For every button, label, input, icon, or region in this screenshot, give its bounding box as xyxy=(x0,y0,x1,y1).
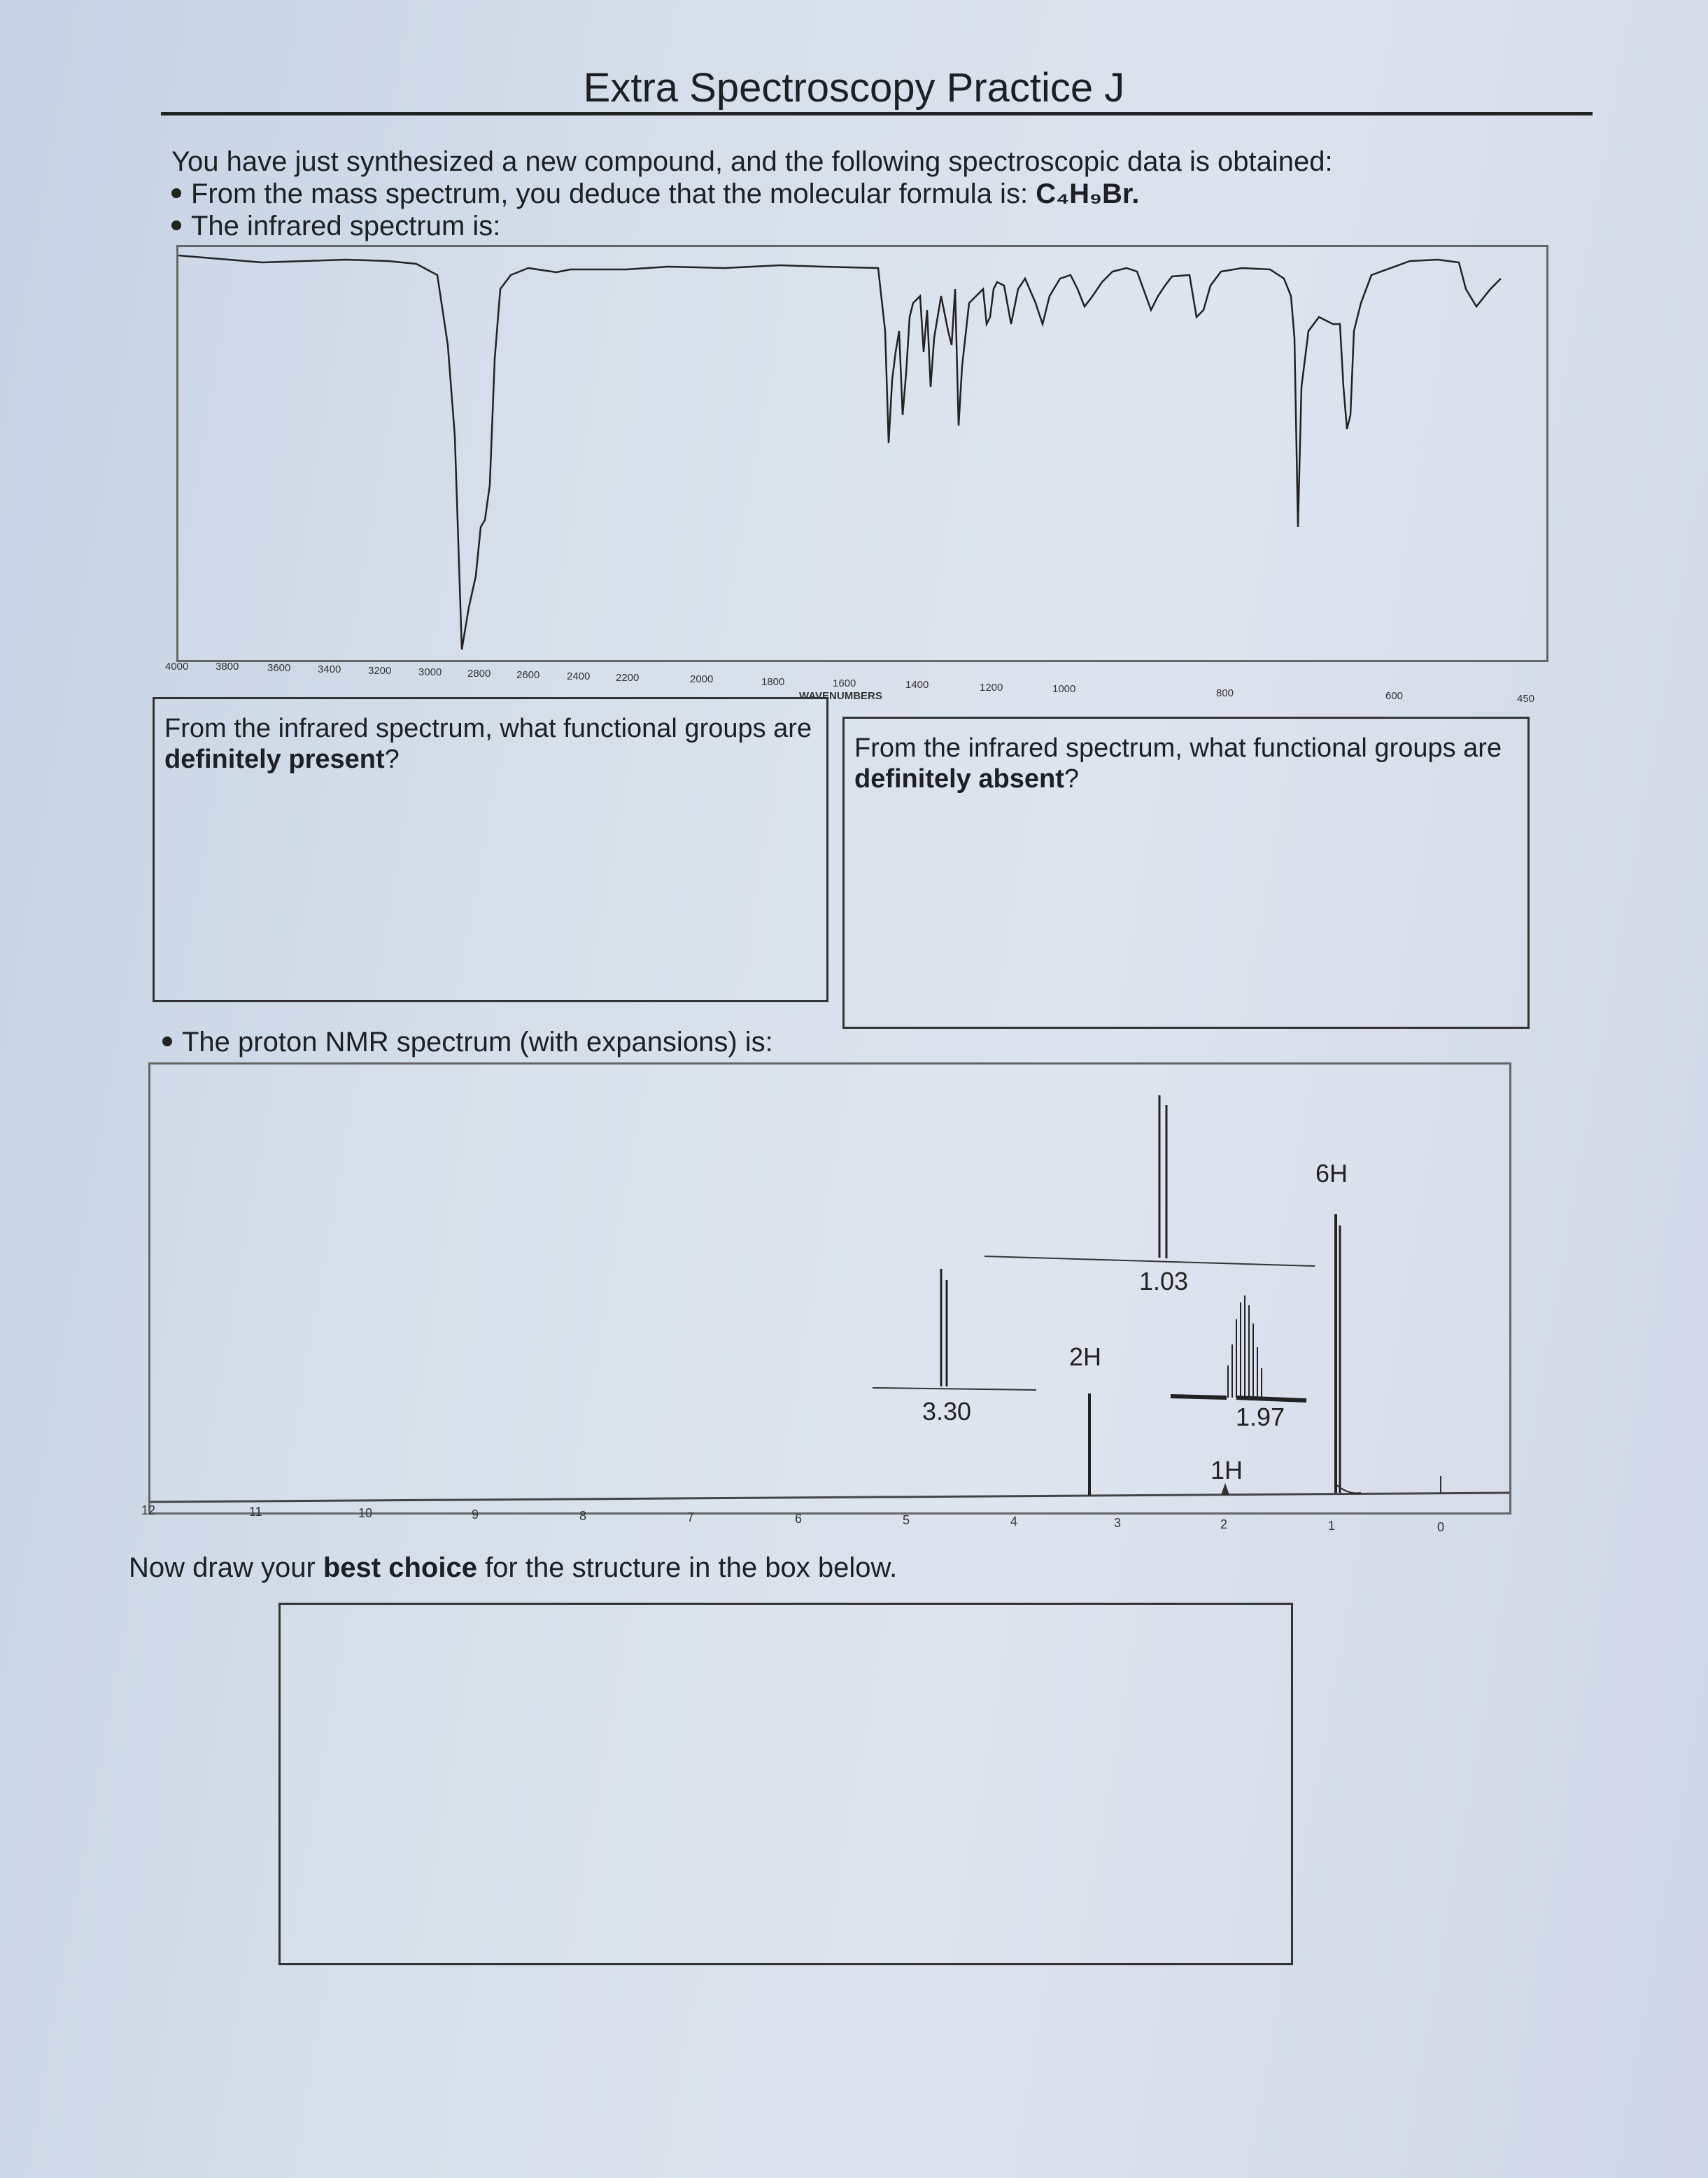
structure-drawing-box[interactable] xyxy=(278,1603,1293,1965)
present-question-bold: definitely present xyxy=(164,745,385,774)
bullet-mass-text: From the mass spectrum, you deduce that the molecular formula is: xyxy=(191,178,1029,209)
ir-tick-label: 1400 xyxy=(905,679,929,691)
ir-spectrum-trace xyxy=(178,247,1546,660)
bullet-dot xyxy=(171,188,181,198)
ir-tick-label: 1000 xyxy=(1052,683,1076,695)
nmr-tick-label: 1 xyxy=(1328,1519,1336,1533)
ir-tick-label: 2400 xyxy=(567,670,591,682)
nmr-tick-label: 11 xyxy=(249,1505,262,1519)
nmr-spectrum-trace xyxy=(150,1065,1509,1512)
nmr-tick-label: 10 xyxy=(358,1506,373,1520)
present-question-suffix: ? xyxy=(384,745,400,774)
nmr-tick-label: 5 xyxy=(903,1513,910,1527)
intro-line: You have just synthesized a new compound, and the following spectroscopic data is obtained: xyxy=(171,146,1333,177)
ir-tick-label: 2000 xyxy=(690,673,714,685)
nmr-tick-label: 4 xyxy=(1010,1515,1018,1529)
nmr-tick-label: 7 xyxy=(687,1510,695,1524)
nmr-tick-label: 2 xyxy=(1220,1517,1228,1531)
ir-tick-label: 3000 xyxy=(418,666,442,678)
nmr-tick-label: 6 xyxy=(795,1512,803,1526)
present-question-text: From the infrared spectrum, what functional groups are xyxy=(164,714,812,743)
draw-instruction-suffix: for the structure in the box below. xyxy=(477,1552,898,1583)
draw-instruction-bold: best choice xyxy=(323,1552,477,1583)
ir-tick-label: 3600 xyxy=(267,662,291,674)
nmr-shift-label-330: 3.30 xyxy=(922,1397,972,1426)
ir-tick-label: 450 xyxy=(1517,693,1535,705)
ir-tick-label: 3400 xyxy=(318,663,341,675)
ir-tick-label: 2800 xyxy=(467,668,491,680)
nmr-integration-2h: 2H xyxy=(1069,1342,1102,1371)
bullet-ir xyxy=(171,210,1333,242)
ir-spectrum-frame xyxy=(176,245,1548,662)
draw-instruction-text: Now draw your xyxy=(129,1552,323,1583)
bullet-nmr-text: The proton NMR spectrum (with expansions) is: xyxy=(182,1027,773,1058)
molecular-formula: C₄H₉Br. xyxy=(1036,178,1140,209)
nmr-spectrum-frame xyxy=(148,1062,1511,1515)
nmr-tick-label: 9 xyxy=(472,1508,479,1522)
nmr-shift-label-103: 1.03 xyxy=(1139,1267,1189,1295)
bullet-ir-text: The infrared spectrum is: xyxy=(191,211,501,241)
absent-groups-answer-box[interactable] xyxy=(842,717,1530,1029)
nmr-tick-label: 12 xyxy=(141,1503,156,1517)
title-rule xyxy=(161,112,1593,115)
ir-tick-label: 4000 xyxy=(165,661,189,673)
ir-xlabel: WAVENUMBERS xyxy=(799,690,882,702)
absent-question-bold: definitely absent xyxy=(854,764,1064,794)
nmr-integration-1h: 1H xyxy=(1211,1456,1243,1484)
ir-tick-label: 1200 xyxy=(980,682,1003,694)
nmr-tick-label: 0 xyxy=(1437,1520,1445,1534)
ir-tick-label: 2200 xyxy=(616,672,640,684)
absent-question-suffix: ? xyxy=(1064,764,1079,794)
bullet-dot xyxy=(162,1037,172,1046)
present-groups-answer-box[interactable] xyxy=(153,697,828,1002)
bullet-nmr xyxy=(162,1026,773,1058)
nmr-integration-6h: 6H xyxy=(1315,1159,1348,1188)
nmr-tick-label: 3 xyxy=(1114,1516,1122,1530)
absent-question xyxy=(845,719,1527,808)
ir-tick-label: 600 xyxy=(1385,690,1404,702)
present-question xyxy=(155,699,826,789)
nmr-shift-label-197: 1.97 xyxy=(1236,1403,1285,1431)
ir-tick-label: 1800 xyxy=(761,676,785,688)
ir-tick-label: 1600 xyxy=(833,677,856,689)
nmr-tick-label: 8 xyxy=(579,1509,587,1523)
ir-tick-label: 3200 xyxy=(368,665,392,677)
absent-question-text: From the infrared spectrum, what functional groups are xyxy=(854,733,1502,763)
page-title: Extra Spectroscopy Practice J xyxy=(583,65,1125,111)
ir-tick-label: 800 xyxy=(1216,687,1234,699)
ir-tick-label: 2600 xyxy=(516,669,540,681)
bullet-dot xyxy=(171,220,181,230)
draw-instruction xyxy=(129,1552,897,1584)
intro-block xyxy=(171,146,1333,242)
ir-tick-label: 3800 xyxy=(216,661,239,673)
bullet-mass xyxy=(171,178,1333,210)
